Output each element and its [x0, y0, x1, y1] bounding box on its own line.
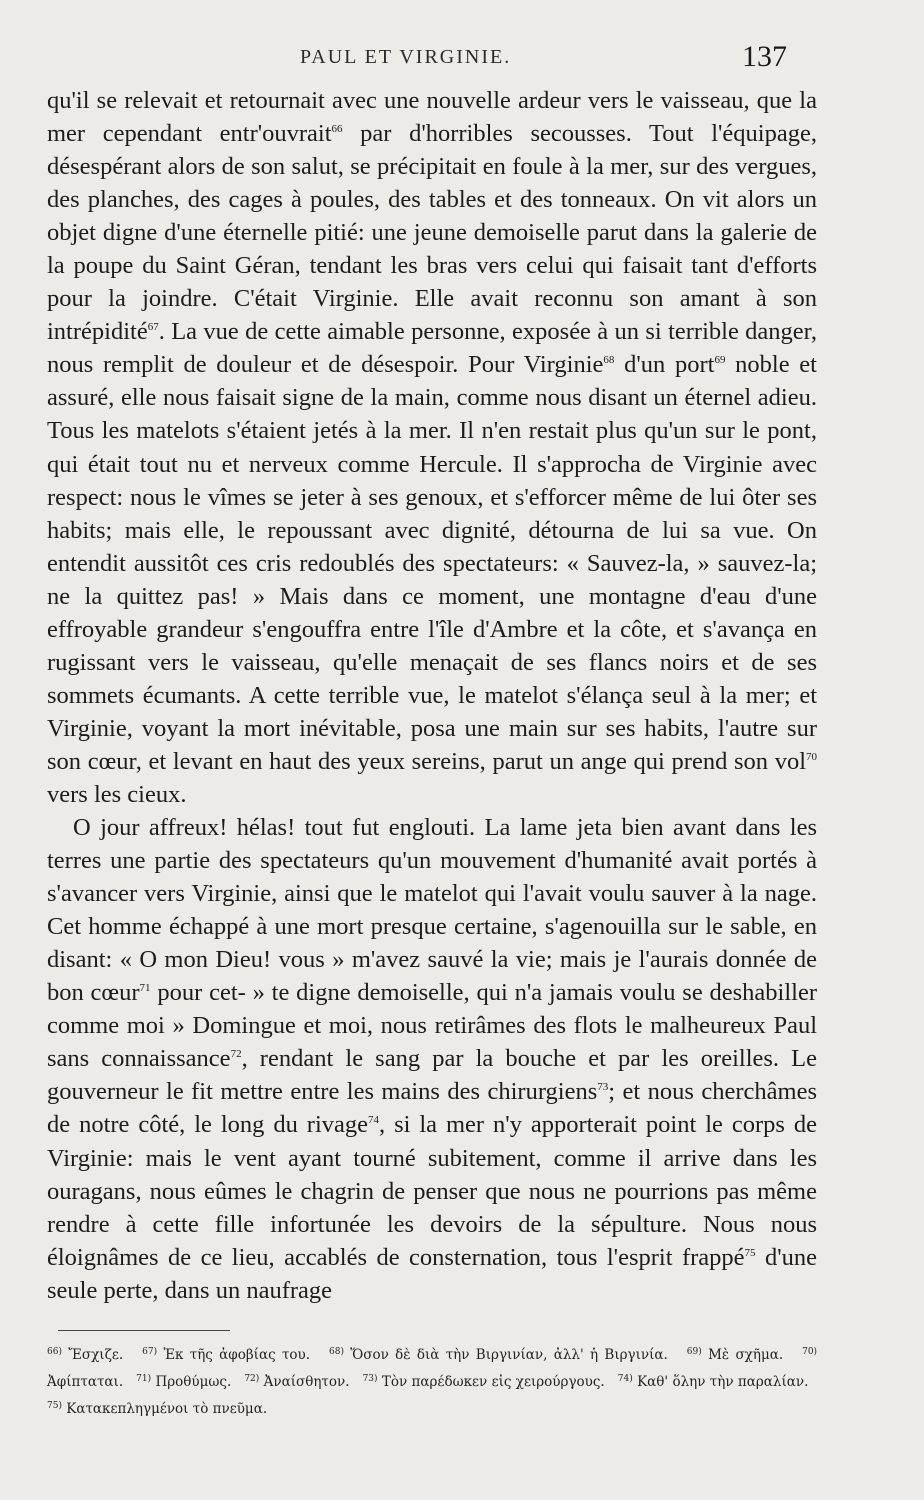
footnote-69: $^{69)}$ Μὲ σχῆμα. [686, 1347, 784, 1363]
running-title: PAUL ET VIRGINIE. [300, 46, 512, 68]
footnote-ref-70: 70 [806, 750, 817, 763]
footnote-74: $^{74)}$ Καθ' ὅλην τὴν παραλίαν. [617, 1374, 809, 1390]
main-text [47, 84, 817, 1307]
footnote-ref-75: 75 [744, 1246, 756, 1259]
footnote-67: $^{67)}$ Ἐκ τῆς ἀφοβίας του. [142, 1347, 311, 1363]
paragraph-2: O jour affreux! hélas! tout fut englouti. La lame jeta bien avant dans les terres une partie des spectateurs qu'un mouvement d'humanité avait portés à s'avancer vers Virginie, ainsi que le matelot qui l'avait voulu sauver à la nage. Cet homme échappé à une mort presque certaine, s'agenouilla sur le sable, en disant: « O mon Dieu! vous » m'avez sauvé la vie; mais je l'aurais donnée de bon cœur$^{71}$ pour cet- » te digne demoiselle, qui n'a jamais voulu se deshabiller comme moi » Domingue et moi, nous retirâmes des flots le malheureux Paul sans connaissance$^{72}$, rendant le sang par la bouche et par les oreilles. Le gouverneur le fit mettre entre les mains des chirurgiens$^{73}$; et nous cherchâmes de notre côté, le long du rivage$^{74}$, si la mer n'y apporterait point le corps de Virginie: mais le vent ayant tourné subitement, comme il arrive dans les ouragans, nous eûmes le chagrin de penser que nous ne pourrions pas même rendre à cette fille infortunée les devoirs de la sépulture. Nous nous éloignâmes de ce lieu, accablés de consternation, tous l'esprit frappé$^{75}$ d'une seule perte, dans un naufrage [47, 814, 817, 1304]
footnote-ref-71: 71 [139, 982, 151, 995]
footnote-ref-69: 69 [714, 354, 726, 367]
footnote-68: $^{68)}$ Ὅσον δὲ διὰ τὴν Βιργινίαν, ἀλλ' ἡ Βιργινία. [329, 1347, 668, 1363]
footnotes [47, 1340, 817, 1421]
footnote-divider [58, 1330, 230, 1331]
paragraph-1: qu'il se relevait et retournait avec une nouvelle ardeur vers le vaisseau, que la mer cependant entr'ouvrait$^{66}$ par d'horribles secousses. Tout l'équipage, désespérant alors de son salut, se précipitait en foule à la mer, sur des vergues, des planches, des cages à poules, des tables et des tonneaux. On vit alors un objet digne d'une éternelle pitié: une jeune demoiselle parut dans la galerie de la poupe du Saint Géran, tendant les bras vers celui qui faisait tant d'efforts pour la joindre. C'était Virginie. Elle avait reconnu son amant à son intrépidité$^{67}$. La vue de cette aimable personne, exposée à un si terrible danger, nous remplit de douleur et de désespoir. Pour Virginie$^{68}$ d'un port$^{69}$ noble et assuré, elle nous faisait signe de la main, comme nous disant un éternel adieu. Tous les matelots s'étaient jetés à la mer. Il n'en restait plus qu'un sur le pont, qui était tout nu et nerveux comme Hercule. Il s'approcha de Virginie avec respect: nous le vîmes se jeter à ses genoux, et s'efforcer même de lui ôter ses habits; mais elle, le repoussant avec dignité, détourna de lui sa vue. On entendit aussitôt ces cris redoublés des spectateurs: « Sauvez-la, » sauvez-la; ne la quittez pas! » Mais dans ce moment, une montagne d'eau d'une effroyable grandeur s'engouffra entre l'île d'Ambre et la côte, et s'avança en rugissant vers le vaisseau, qu'elle menaçait de ses flancs noirs et de ses sommets écumants. A cette terrible vue, le matelot s'élança seul à la mer; et Virginie, voyant la mort inévitable, posa une main sur ses habits, l'autre sur son cœur, et levant en haut des yeux sereins, parut un ange qui prend son vol$^{70}$ vers les cieux. [47, 87, 817, 808]
footnote-73: $^{73)}$ Τὸν παρέδωκεν εἰς χειρούργους. [362, 1374, 605, 1390]
footnote-70: $^{70)}$ Ἀφίπταται. [47, 1347, 818, 1390]
page-number: 137 [742, 40, 787, 73]
footnote-ref-67: 67 [147, 321, 159, 334]
footnote-72: $^{72)}$ Ἀναίσθητον. [244, 1374, 350, 1390]
footnote-66: $^{66)}$ Ἔσχιζε. [47, 1347, 124, 1363]
footnote-ref-74: 74 [368, 1114, 380, 1127]
footnote-71: $^{71)}$ Προθύμως. [136, 1374, 232, 1390]
footnote-ref-72: 72 [230, 1048, 242, 1061]
page-header [0, 40, 924, 80]
footnote-ref-68: 68 [603, 354, 615, 367]
footnote-75: $^{75)}$ Κατακεπληγμένοι τὸ πνεῦμα. [47, 1401, 268, 1417]
footnote-ref-66: 66 [331, 123, 343, 136]
footnote-ref-73: 73 [597, 1081, 609, 1094]
